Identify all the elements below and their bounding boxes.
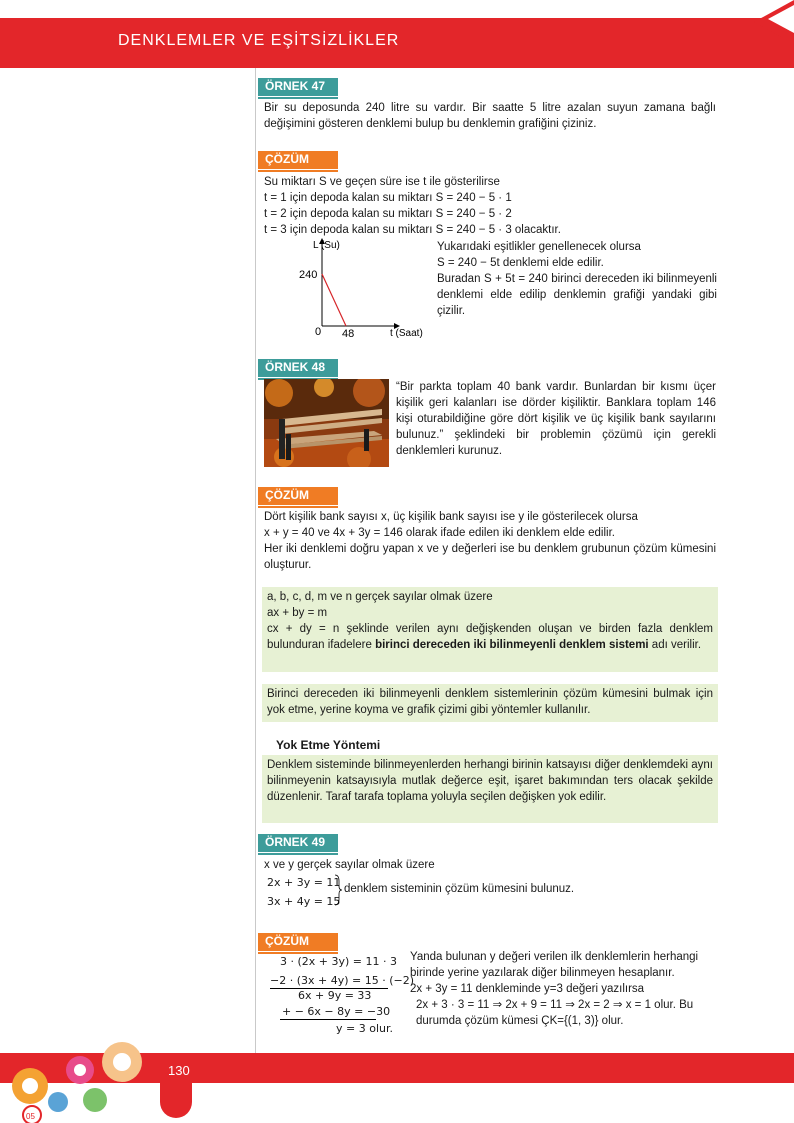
header-corner-notch <box>768 5 794 33</box>
page-header <box>0 18 794 68</box>
example-47-text: Bir su deposunda 240 litre su vardır. Bir saatte 5 litre azalan suyun zamana bağlı değişimini gösteren denklemi bulup bu denklemin grafiğini çiziniz. <box>264 102 716 130</box>
solution-48-line: x + y = 40 ve 4x + 3y = 146 olarak ifade edilen iki denklem elde edilir. <box>264 527 615 539</box>
solution-49-para: Yanda bulunan y değeri verilen ilk denklemlerin herhangi birinde yerine yazılarak diğer bilinmeyen hesaplanır. <box>410 951 699 979</box>
gears-decoration <box>0 1040 150 1123</box>
chapter-badge-number: 05 <box>26 1112 35 1121</box>
y-axis-label: L (Su) <box>313 240 340 251</box>
solution-47-line: t = 1 için depoda kalan su miktarı S = 240 − 5 · 1 <box>264 192 512 204</box>
margin-divider <box>255 68 256 1053</box>
definition-paragraph <box>267 621 713 653</box>
water-graph <box>290 236 440 342</box>
solution-47-right-line: Yukarıdaki eşitlikler genellenecek olursa <box>437 241 641 253</box>
solution-49-result: 2x + 3 · 3 = 11 ⇒ 2x + 9 = 11 ⇒ 2x = 2 ⇒ x = 1 olur. Bu durumda çözüm kümesi ÇK={(1, 3)} olur. <box>416 999 694 1027</box>
definition-equation: ax + by = m <box>267 607 328 619</box>
work-step-2: −2 · (3x + 4y) = 15 · (−2) <box>270 974 415 987</box>
elimination-box: Denklem sisteminde bilinmeyenlerden herhangi birinin katsayısı diğer denklemdeki aynı bilinmeyenin katsayısıyla mutlak değerce eşit, işaret bakımından ters olacak şekilde düzenlenir. Taraf tarafa toplama yoluyla seçilen değişken yok edilir. <box>262 755 718 823</box>
definition-term: birinci dereceden iki bilinmeyenli denklem sistemi <box>375 639 649 651</box>
example-48-text: “Bir parkta toplam 40 bank vardır. Bunlardan bir kısmı üçer kişilik geri kalanları ise dörder kişiliktir. Banklara toplam 146 kişi oturabildiğine göre dört kişilik ve üç kişilik bank sayılarını bulunuz.” şeklindeki bir problemin çözümü için gerekli denklemleri kurunuz. <box>396 381 716 457</box>
system-brace <box>334 874 342 906</box>
solution-48-line: Her iki denklemi doğru yapan x ve y değerleri ise bu denklem grubunun çözüm kümesini oluşturur. <box>264 543 716 571</box>
solution-49-label: ÇÖZÜM <box>258 933 338 951</box>
solution-47-label: ÇÖZÜM <box>258 151 338 169</box>
definition-line: a, b, c, d, m ve n gerçek sayılar olmak üzere <box>267 591 493 603</box>
methods-box: Birinci dereceden iki bilinmeyenli denklem sistemlerinin çözüm kümesini bulmak için yok etme, yerine koyma ve grafik çizimi gibi yöntemler kullanılır. <box>262 684 718 722</box>
solution-47-lines <box>264 174 716 238</box>
x-tick-label: 48 <box>342 328 355 340</box>
solution-47-line: Su miktarı S ve geçen süre ise t ile gösterilirse <box>264 176 500 188</box>
park-bench-illustration <box>264 379 389 467</box>
work-step-3: 6x + 9y = 33 <box>298 989 372 1002</box>
graph-line <box>322 274 346 326</box>
gear-icon <box>83 1088 107 1112</box>
work-step-1: 3 · (2x + 3y) = 11 · 3 <box>280 955 397 968</box>
work-rule-2 <box>280 1019 376 1020</box>
park-bench-image <box>264 379 389 467</box>
work-result: y = 3 olur. <box>336 1022 393 1035</box>
example-47-label: ÖRNEK 47 <box>258 78 338 96</box>
example-48-label: ÖRNEK 48 <box>258 359 338 377</box>
solution-47-right-line: S = 240 − 5t denklemi elde edilir. <box>437 257 604 269</box>
equation-1: 2x + 3y = 11 <box>267 876 341 889</box>
page-number-tab <box>160 1083 192 1118</box>
work-step-4: + − 6x − 8y = −30 <box>282 1005 391 1018</box>
example-49-intro: x ve y gerçek sayılar olmak üzere <box>264 859 435 871</box>
equation-2: 3x + 4y = 15 <box>267 895 341 908</box>
y-tick-label: 240 <box>299 269 318 281</box>
solution-47-line: t = 3 için depoda kalan su miktarı S = 240 − 5 · 3 olacaktır. <box>264 224 561 236</box>
solution-47-right-para: Buradan S + 5t = 240 birinci dereceden iki bilinmeyenli denklemi elde edilip denklemin grafiği yandaki gibi çizilir. <box>437 273 717 317</box>
chapter-title: DENKLEMLER VE EŞİTSİZLİKLER <box>118 32 400 49</box>
equation-system <box>267 873 340 911</box>
solution-48-label: ÇÖZÜM <box>258 487 338 505</box>
example-49-question: denklem sisteminin çözüm kümesini bulunuz. <box>344 883 575 895</box>
origin-label: 0 <box>315 326 322 338</box>
x-axis-label: t (Saat) <box>390 328 423 339</box>
solution-48-line: Dört kişilik bank sayısı x, üç kişilik bank sayısı ise y ile gösterilecek olursa <box>264 511 638 523</box>
solution-49-line: 2x + 3y = 11 denkleminde y=3 değeri yazılırsa <box>410 983 645 995</box>
solution-47-right <box>437 239 717 319</box>
definition-text: cx + dy = n şeklinde verilen aynı değişkenden oluşan ve birden fazla denklem bulunduran ifadelere <box>267 623 713 651</box>
solution-47-line: t = 2 için depoda kalan su miktarı S = 240 − 5 · 2 <box>264 208 512 220</box>
definition-box <box>262 587 718 672</box>
solution-48-text <box>264 509 716 573</box>
example-49-label: ÖRNEK 49 <box>258 834 338 852</box>
definition-text-end: adı verilir. <box>648 639 702 651</box>
elimination-heading: Yok Etme Yöntemi <box>276 738 381 752</box>
solution-49-right <box>410 949 716 1029</box>
gear-icon <box>48 1092 68 1112</box>
page-number: 130 <box>168 1063 190 1078</box>
